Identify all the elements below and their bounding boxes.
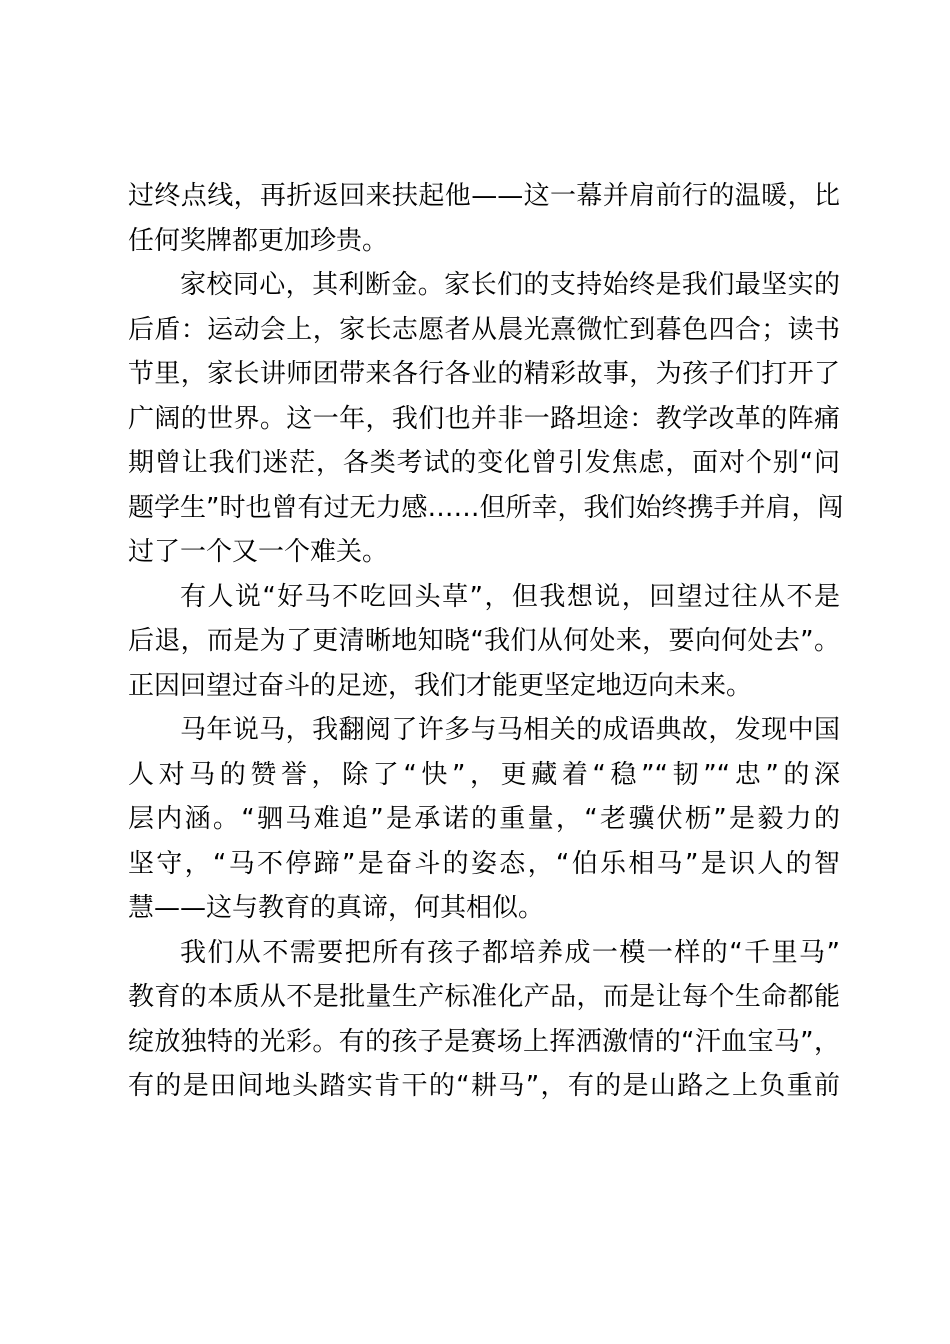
text-line: 节里，家长讲师团带来各行各业的精彩故事，为孩子们打开了: [128, 359, 840, 389]
paragraph-first-line: 我们从不需要把所有孩子都培养成一模一样的“千里马”: [180, 937, 840, 968]
body-text: [128, 174, 844, 1109]
text-line: 层内涵。“驷马难追”是承诺的重量，“老骥伏枥”是毅力的: [128, 804, 840, 834]
paragraph-end-line: 任何奖牌都更加珍贵。: [128, 225, 389, 256]
text-line: 人对马的赞誉，除了“快”，更藏着“稳”“韧”“忠”的深: [128, 759, 840, 790]
text-line: 教育的本质从不是批量生产标准化产品，而是让每个生命都能: [128, 982, 840, 1012]
text-line: 绽放独特的光彩。有的孩子是赛场上挥洒激情的“汗血宝马”，: [128, 1026, 840, 1057]
text-line: 有的是田间地头踏实肯干的“耕马”，有的是山路之上负重前: [128, 1071, 840, 1101]
paragraph-end-line: 正因回望过奋斗的足迹，我们才能更坚定地迈向未来。: [128, 670, 753, 701]
text-line: 广阔的世界。这一年，我们也并非一路坦途：教学改革的阵痛: [128, 403, 840, 434]
text-line: 坚守，“马不停蹄”是奋斗的姿态，“伯乐相马”是识人的智: [128, 848, 840, 879]
paragraph-first-line: 有人说“好马不吃回头草”，但我想说，回望过往从不是: [180, 581, 840, 612]
paragraph-end-line: 过了一个又一个难关。: [128, 537, 389, 567]
paragraph-first-line: 马年说马，我翻阅了许多与马相关的成语典故，发现中国: [180, 715, 840, 745]
text-line: 后盾：运动会上，家长志愿者从晨光熹微忙到暮色四合；读书: [128, 314, 840, 345]
text-line: 期曾让我们迷茫，各类考试的变化曾引发焦虑，面对个别“问: [128, 448, 840, 478]
paragraph-end-line: 慧——这与教育的真谛，何其相似。: [128, 893, 545, 923]
text-line: 后退，而是为了更清晰地知晓“我们从何处来，要向何处去”。: [128, 626, 840, 656]
paragraph-first-line: 家校同心，其利断金。家长们的支持始终是我们最坚实的: [180, 270, 840, 300]
text-line: 题学生”时也曾有过无力感……但所幸，我们始终携手并肩，闯: [128, 492, 844, 523]
text-line: 过终点线，再折返回来扶起他——这一幕并肩前行的温暖，比: [128, 181, 840, 211]
